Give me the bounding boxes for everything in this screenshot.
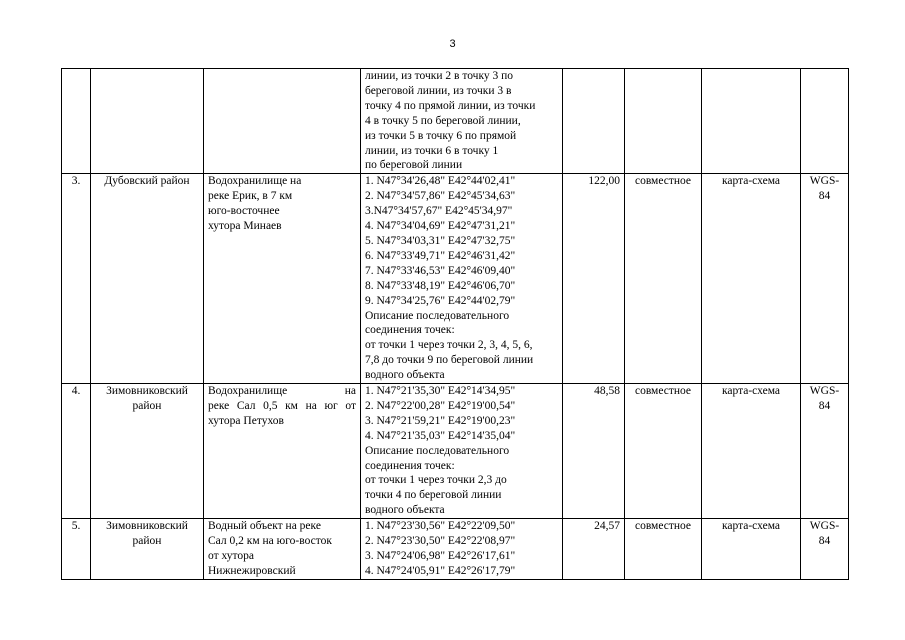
- object-cell: [204, 519, 361, 580]
- coordinates-cell: [361, 519, 563, 580]
- coord-line: 7. N47°33'46,53" E42°46'09,40": [365, 264, 516, 277]
- coord-line: Описание последовательного: [365, 444, 510, 457]
- district-line: Дубовский район: [104, 175, 190, 188]
- coord-line: 1. N47°23'30,56" E42°22'09,50": [365, 520, 516, 533]
- ownership-cell: [625, 69, 702, 174]
- document-cell: карта-схема: [702, 174, 801, 384]
- coord-line: линии, из точки 6 в точку 1: [365, 144, 499, 157]
- coord-line: соединения точек:: [365, 324, 455, 337]
- coord-line: 8. N47°33'48,19" E42°46'06,70": [365, 279, 516, 292]
- coordinates-cell: [361, 174, 563, 384]
- object-line: реке Сал 0,5 км на юг от: [208, 399, 356, 412]
- row-number: 5.: [62, 519, 91, 580]
- coord-line: точку 4 по прямой линии, из точки: [365, 99, 536, 112]
- table-row: [62, 174, 849, 384]
- object-line: Водохранилище на: [208, 175, 302, 188]
- area-cell: [563, 69, 625, 174]
- row-number: 3.: [62, 174, 91, 384]
- coord-line: по береговой линии: [365, 159, 463, 172]
- coordinates-cell: [361, 69, 563, 174]
- coord-line: 6. N47°33'49,71" E42°46'31,42": [365, 249, 516, 262]
- coordinate-system-cell: WGS-84: [801, 384, 849, 519]
- district-cell: [91, 174, 204, 384]
- coord-line: береговой линии, из точки 3 в: [365, 84, 512, 97]
- coord-line: 2. N47°23'30,50" E42°22'08,97": [365, 535, 516, 548]
- coord-line: Описание последовательного: [365, 309, 510, 322]
- table-row: [62, 384, 849, 519]
- row-number: [62, 69, 91, 174]
- district-line: район: [132, 535, 162, 548]
- coord-line: из точки 5 в точку 6 по прямой: [365, 129, 517, 142]
- coord-line: 4 в точку 5 по береговой линии,: [365, 114, 521, 127]
- district-cell: [91, 69, 204, 174]
- coord-line: точки 4 по береговой линии: [365, 489, 502, 502]
- ownership-cell: совместное: [625, 384, 702, 519]
- object-line: Сал 0,2 км на юго-восток: [208, 535, 332, 548]
- coordinates-cell: [361, 384, 563, 519]
- area-cell: 48,58: [563, 384, 625, 519]
- area-cell: 24,57: [563, 519, 625, 580]
- coord-line: 1. N47°34'26,48" E42°44'02,41": [365, 175, 516, 188]
- coord-line: 4. N47°21'35,03" E42°14'35,04": [365, 429, 516, 442]
- coord-line: соединения точек:: [365, 459, 455, 472]
- coord-line: 5. N47°34'03,31" E42°47'32,75": [365, 234, 516, 247]
- district-line: район: [132, 399, 162, 412]
- object-line: Водохранилище на: [208, 385, 356, 398]
- coord-line: 3. N47°24'06,98" E42°26'17,61": [365, 550, 516, 562]
- object-line: Водный объект на реке: [208, 520, 321, 533]
- ownership-cell: совместное: [625, 174, 702, 384]
- document-cell: карта-схема: [702, 384, 801, 519]
- coord-line: линии, из точки 2 в точку 3 по: [365, 70, 514, 82]
- coordinate-system-cell: WGS-84: [801, 174, 849, 384]
- coord-line: от точки 1 через точки 2, 3, 4, 5, 6,: [365, 339, 533, 352]
- object-line: хутора Минаев: [208, 220, 282, 233]
- table-row: [62, 69, 849, 174]
- ownership-cell: совместное: [625, 519, 702, 580]
- area-cell: 122,00: [563, 174, 625, 384]
- object-line: реке Ерик, в 7 км: [208, 190, 293, 203]
- coord-line: 2. N47°22'00,28" E42°19'00,54": [365, 399, 516, 412]
- object-cell: [204, 69, 361, 174]
- object-line: юго-восточнее: [208, 205, 280, 218]
- coord-line: водного объекта: [365, 504, 445, 517]
- district-line: Зимовниковский: [106, 520, 188, 533]
- coord-line: 7,8 до точки 9 по береговой линии: [365, 354, 534, 367]
- document-cell: карта-схема: [702, 519, 801, 580]
- coord-line: водного объекта: [365, 369, 445, 382]
- coord-line: 2. N47°34'57,86" E42°45'34,63": [365, 190, 516, 203]
- coord-line: 3. N47°21'59,21" E42°19'00,23": [365, 414, 516, 427]
- coord-line: 1. N47°21'35,30" E42°14'34,95": [365, 385, 516, 398]
- water-objects-table: [61, 68, 849, 580]
- object-line: Нижнежировский: [208, 564, 296, 577]
- object-line: хутора Петухов: [208, 414, 284, 427]
- page-number: 3: [449, 38, 456, 50]
- coord-line: 4. N47°24'05,91" E42°26'17,79": [365, 564, 516, 577]
- object-line: от хутора: [208, 550, 255, 562]
- object-cell: [204, 174, 361, 384]
- table-row: [62, 519, 849, 580]
- row-number: 4.: [62, 384, 91, 519]
- coordinate-system-cell: WGS-84: [801, 519, 849, 580]
- district-cell: [91, 519, 204, 580]
- district-cell: [91, 384, 204, 519]
- object-cell: [204, 384, 361, 519]
- coordinate-system-cell: [801, 69, 849, 174]
- coord-line: 9. N47°34'25,76" E42°44'02,79": [365, 294, 516, 307]
- coord-line: от точки 1 через точки 2,3 до: [365, 474, 507, 487]
- coord-line: 3.N47°34'57,67" E42°45'34,97": [365, 205, 513, 218]
- district-line: Зимовниковский: [106, 385, 188, 398]
- document-cell: [702, 69, 801, 174]
- coord-line: 4. N47°34'04,69" E42°47'31,21": [365, 220, 516, 233]
